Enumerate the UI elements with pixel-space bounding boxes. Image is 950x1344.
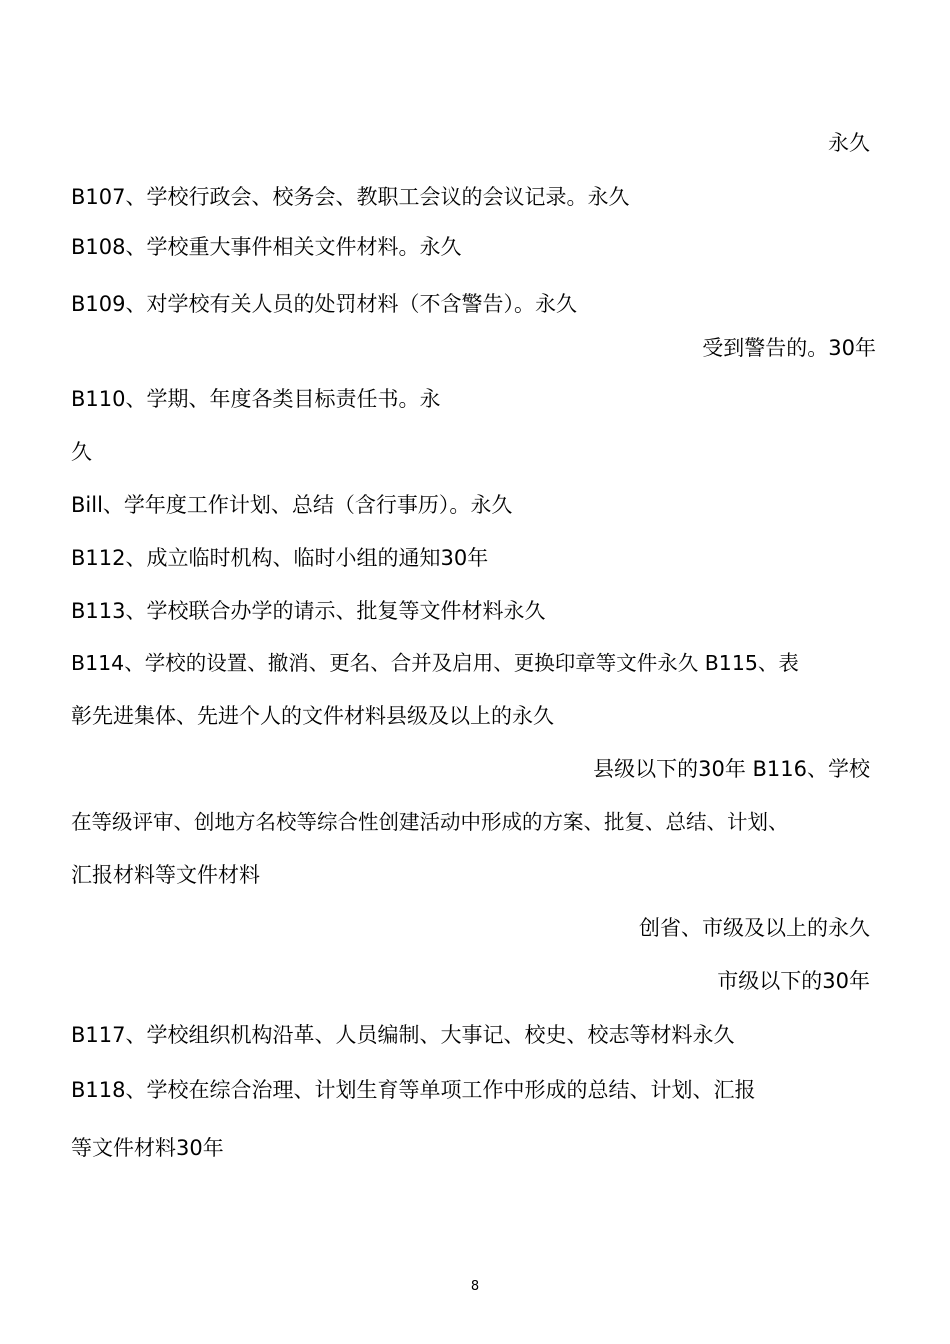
text-line: Bill、学年度工作计划、总结（含行事历）。永久 (71, 493, 513, 517)
text-line: 等文件材料30年 (71, 1136, 224, 1160)
text-line: 县级以下的30年 B116、学校 (593, 757, 870, 781)
text-line: B110、学期、年度各类目标责任书。永 (71, 387, 441, 411)
text-line: B107、学校行政会、校务会、教职工会议的会议记录。永久 (71, 185, 630, 209)
text-line: B112、成立临时机构、临时小组的通知30年 (71, 546, 489, 570)
text-line: 久 (71, 440, 92, 464)
text-line: B108、学校重大事件相关文件材料。永久 (71, 235, 462, 259)
text-line: B109、对学校有关人员的处罚材料（不含警告）。永久 (71, 292, 577, 316)
text-line: 汇报材料等文件材料 (71, 863, 260, 887)
text-line: B114、学校的设置、撤消、更名、合并及启用、更换印章等文件永久 B115、表 (71, 651, 799, 675)
text-line: 永久 (828, 131, 870, 155)
text-line: 市级以下的30年 (717, 969, 870, 993)
text-line: 受到警告的。30年 (702, 336, 876, 360)
page-number: 8 (470, 1279, 480, 1294)
text-line: B117、学校组织机构沿革、人员编制、大事记、校史、校志等材料永久 (71, 1023, 735, 1047)
text-line: B113、学校联合办学的请示、批复等文件材料永久 (71, 599, 546, 623)
text-line: 彰先进集体、先进个人的文件材料县级及以上的永久 (71, 704, 554, 728)
text-line: B118、学校在综合治理、计划生育等单项工作中形成的总结、计划、汇报 (71, 1078, 756, 1102)
text-line: 在等级评审、创地方名校等综合性创建活动中形成的方案、批复、总结、计划、 (71, 810, 789, 834)
text-line: 创省、市级及以上的永久 (639, 916, 870, 940)
